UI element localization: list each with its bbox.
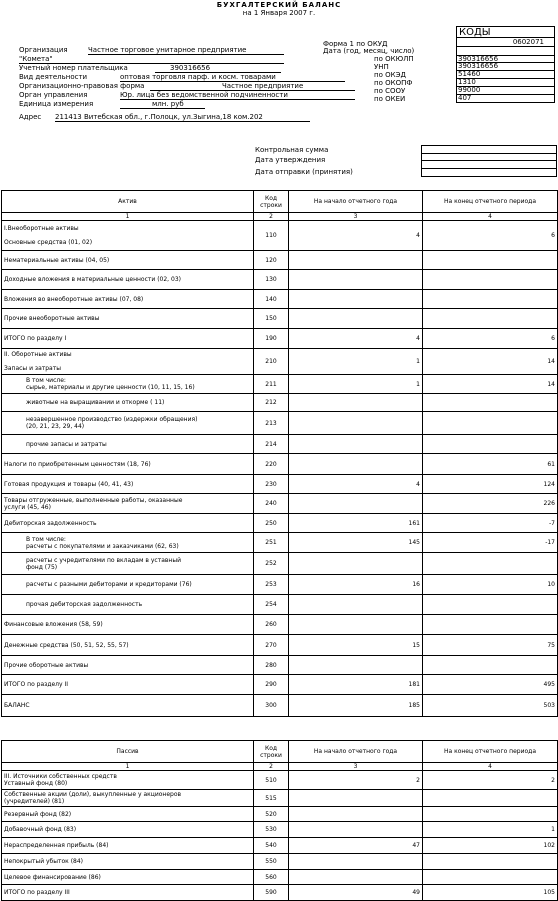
row-label-line: Целевое финансирование (86): [4, 873, 101, 881]
row-label: [2, 885, 254, 901]
row-code: 270: [254, 635, 289, 656]
codes-list: [374, 55, 555, 103]
table-row: [2, 394, 558, 412]
row-end-value: 75: [423, 635, 558, 656]
row-start-value: 2: [289, 771, 423, 790]
page-subtitle: на 1 Января 2007 г.: [242, 9, 316, 17]
row-label-line: Нематериальные активы (04, 05): [4, 256, 110, 264]
row-end-value: 124: [423, 475, 558, 494]
column-header: Пассив: [2, 741, 254, 763]
row-end-value: 2: [423, 771, 558, 790]
row-label: [2, 822, 254, 838]
table-row: [2, 575, 558, 595]
row-label: [2, 349, 254, 375]
row-label: [2, 375, 254, 394]
row-end-value: [423, 435, 558, 454]
row-start-value: [289, 854, 423, 870]
checksum-label: Контрольная сумма: [255, 146, 329, 154]
row-end-value: [423, 807, 558, 822]
table-row: [2, 435, 558, 454]
row-code: 530: [254, 822, 289, 838]
table-row: [2, 870, 558, 885]
column-header: На начало отчетного года: [289, 741, 423, 763]
row-end-value: 61: [423, 454, 558, 475]
row-label-line: Непокрытый убыток (84): [4, 858, 84, 865]
gov-value: Юр. лица без ведомственной подчиненности: [120, 91, 355, 100]
row-end-value: 105: [423, 885, 558, 901]
column-header: Код строки: [254, 741, 289, 763]
row-end-value: [423, 309, 558, 329]
row-label: [2, 854, 254, 870]
row-code: 190: [254, 329, 289, 349]
row-label: [2, 309, 254, 329]
row-end-value: [423, 595, 558, 615]
table-row: [2, 615, 558, 635]
row-label-line: Запасы и затраты: [4, 365, 61, 372]
org-value-2: "Комета": [19, 55, 284, 64]
row-end-value: [423, 656, 558, 675]
activity-label: Вид деятельности: [19, 73, 88, 81]
row-code: 240: [254, 494, 289, 514]
row-label: [2, 771, 254, 790]
table-row: [2, 454, 558, 475]
unit-value: млн. руб: [120, 100, 205, 109]
table-row: [2, 695, 558, 717]
table-row: [2, 251, 558, 270]
row-start-value: 4: [289, 221, 423, 251]
code-row-label: по ОКЮЛП: [374, 55, 414, 63]
row-start-value: 145: [289, 533, 423, 553]
row-label-line: сырье, материалы и другие ценности (10, 11, 15, 16): [26, 384, 195, 391]
row-start-value: 47: [289, 838, 423, 854]
row-label-line: Дебиторская задолженность: [4, 519, 97, 527]
row-end-value: [423, 394, 558, 412]
row-label: [2, 475, 254, 494]
row-end-value: [423, 251, 558, 270]
row-label: [2, 790, 254, 807]
column-header: Актив: [2, 191, 254, 213]
address-value: 211413 Витебская обл., г.Полоцк, ул.Зыгина,18 ком.202: [55, 113, 310, 122]
row-code: 250: [254, 514, 289, 533]
row-label: [2, 270, 254, 290]
row-start-value: 1: [289, 349, 423, 375]
row-end-value: [423, 553, 558, 575]
org-label: Организация: [19, 46, 68, 54]
row-start-value: [289, 309, 423, 329]
row-label-line: (учредителей) (81): [4, 798, 65, 805]
row-code: 212: [254, 394, 289, 412]
row-code: 230: [254, 475, 289, 494]
column-header: На конец отчетного периода: [423, 191, 558, 213]
table-row: [2, 533, 558, 553]
row-label: [2, 251, 254, 270]
address-label: Адрес: [19, 113, 42, 121]
row-label: [2, 807, 254, 822]
row-code: 213: [254, 412, 289, 435]
row-code: 520: [254, 807, 289, 822]
row-start-value: 181: [289, 675, 423, 695]
row-code: 260: [254, 615, 289, 635]
row-code: 130: [254, 270, 289, 290]
assets-table: [1, 190, 558, 717]
row-label: [2, 412, 254, 435]
column-number: 2: [254, 213, 289, 221]
row-label: [2, 553, 254, 575]
unp-label: Учетный номер плательщика: [19, 64, 128, 72]
table-row: [2, 635, 558, 656]
column-header: Код строки: [254, 191, 289, 213]
row-code: 300: [254, 695, 289, 717]
row-label: [2, 221, 254, 251]
row-code: 540: [254, 838, 289, 854]
row-start-value: [289, 270, 423, 290]
row-start-value: [289, 656, 423, 675]
row-start-value: [289, 807, 423, 822]
row-label-line: ИТОГО по разделу III: [4, 889, 70, 896]
row-end-value: 6: [423, 329, 558, 349]
table-row: [2, 412, 558, 435]
row-start-value: 15: [289, 635, 423, 656]
row-start-value: [289, 251, 423, 270]
row-label-line: услуги (45, 46): [4, 503, 51, 511]
row-start-value: [289, 454, 423, 475]
row-start-value: [289, 494, 423, 514]
row-label-line: расчеты с покупателями и заказчиками (62, 63): [26, 542, 179, 550]
table-row: [2, 771, 558, 790]
assets-number-row: [2, 213, 558, 221]
row-end-value: 503: [423, 695, 558, 717]
row-label-line: Собственные акции (доли), выкупленные у акционеров: [4, 791, 182, 798]
form-label: Форма 1 по ОКУД: [323, 40, 388, 48]
row-label-line: Прочие оборотные активы: [4, 661, 89, 669]
column-number: 3: [289, 213, 423, 221]
row-end-value: 14: [423, 375, 558, 394]
row-label-line: БАЛАНС: [4, 702, 30, 709]
row-label: [2, 656, 254, 675]
code-row-label: по ОКОПФ: [374, 79, 413, 87]
row-label-line: расчеты с разными дебиторами и кредиторами (76): [26, 581, 192, 588]
row-code: 251: [254, 533, 289, 553]
assets-header-row: [2, 191, 558, 213]
column-number: 3: [289, 763, 423, 771]
row-code: 254: [254, 595, 289, 615]
row-label: [2, 838, 254, 854]
code-row-label: по ОКЕИ: [374, 95, 406, 103]
table-row: [2, 349, 558, 375]
row-end-value: 10: [423, 575, 558, 595]
table-row: [2, 885, 558, 901]
row-label-line: ИТОГО по разделу II: [4, 681, 69, 688]
row-end-value: [423, 412, 558, 435]
row-label: [2, 394, 254, 412]
row-label-line: незавершенное производство (издержки обращения): [26, 416, 198, 423]
row-end-value: [423, 870, 558, 885]
row-code: 120: [254, 251, 289, 270]
row-label-line: животные на выращивании и откорме ( 11): [26, 399, 165, 406]
unp-value: 390316656: [155, 64, 281, 73]
code-row-value: 407: [456, 95, 555, 103]
row-label-line: Прочие внеоборотные активы: [4, 315, 100, 322]
row-label-line: В том числе:: [26, 535, 66, 543]
row-start-value: [289, 790, 423, 807]
row-end-value: 495: [423, 675, 558, 695]
org-value: Частное торговое унитарное предприятие: [88, 46, 284, 55]
table-row: [2, 375, 558, 394]
table-row: [2, 514, 558, 533]
row-label: [2, 695, 254, 717]
row-start-value: [289, 615, 423, 635]
row-label: [2, 514, 254, 533]
row-label-line: прочие запасы и затраты: [26, 440, 107, 448]
liabilities-number-row: [2, 763, 558, 771]
date-label: Дата (год, месяц, число): [323, 47, 415, 55]
row-label-line: Нераспределенная прибыль (84): [4, 842, 109, 849]
table-row: [2, 790, 558, 807]
row-label: [2, 675, 254, 695]
table-row: [2, 270, 558, 290]
row-code: 210: [254, 349, 289, 375]
row-start-value: [289, 290, 423, 309]
row-start-value: 4: [289, 329, 423, 349]
row-end-value: [423, 615, 558, 635]
legal-form-value: Частное предприятие: [150, 82, 355, 91]
row-label: [2, 290, 254, 309]
table-row: [2, 807, 558, 822]
table-row: [2, 854, 558, 870]
row-start-value: 49: [289, 885, 423, 901]
table-row: [2, 309, 558, 329]
row-label: [2, 329, 254, 349]
row-code: 220: [254, 454, 289, 475]
row-label-line: III. Источники собственных средств: [4, 773, 117, 780]
row-label-line: Готовая продукция и товары (40, 41, 43): [4, 480, 134, 488]
row-label-line: II. Оборотные активы: [4, 351, 72, 358]
codes-title: КОДЫ: [456, 26, 555, 38]
row-code: 515: [254, 790, 289, 807]
table-row: [2, 329, 558, 349]
table-row: [2, 838, 558, 854]
row-code: 280: [254, 656, 289, 675]
liabilities-header-row: [2, 741, 558, 763]
row-code: 550: [254, 854, 289, 870]
row-end-value: 6: [423, 221, 558, 251]
row-end-value: 102: [423, 838, 558, 854]
table-row: [2, 595, 558, 615]
code-row-value: 51460: [456, 71, 555, 79]
row-label-line: Уставный фонд (80): [4, 780, 68, 787]
table-row: [2, 656, 558, 675]
table-row: [2, 675, 558, 695]
unit-label: Единица измерения: [19, 100, 94, 108]
okud-value: 0602071: [456, 38, 555, 47]
row-label: [2, 870, 254, 885]
row-end-value: [423, 854, 558, 870]
row-label-line: Доходные вложения в материальные ценности (02, 03): [4, 276, 181, 283]
code-row-value: 1310: [456, 79, 555, 87]
row-start-value: [289, 553, 423, 575]
liabilities-table: [1, 740, 558, 901]
row-label-line: расчеты с учредителями по вкладам в уставный: [26, 556, 181, 564]
row-code: 211: [254, 375, 289, 394]
row-code: 110: [254, 221, 289, 251]
row-label-line: прочая дебиторская задолженность: [26, 601, 143, 608]
column-number: 1: [2, 763, 254, 771]
activity-value: оптовая торговля парф. и косм. товарами: [120, 73, 345, 82]
row-start-value: 16: [289, 575, 423, 595]
column-header: На начало отчетного года: [289, 191, 423, 213]
row-label: [2, 494, 254, 514]
code-row-value: 390316656: [456, 63, 555, 71]
row-end-value: [423, 290, 558, 309]
row-end-value: 1: [423, 822, 558, 838]
row-label-line: (20, 21, 23, 29, 44): [26, 423, 85, 430]
row-label: [2, 615, 254, 635]
row-start-value: [289, 822, 423, 838]
row-start-value: [289, 435, 423, 454]
row-label-line: Налоги по приобретенным ценностям (18, 76): [4, 460, 151, 468]
table-row: [2, 553, 558, 575]
row-code: 252: [254, 553, 289, 575]
legal-form-label: Организационно-правовая форма: [19, 82, 145, 90]
code-row-value: 99000: [456, 87, 555, 95]
column-number: 2: [254, 763, 289, 771]
row-code: 214: [254, 435, 289, 454]
row-label-line: Вложения во внеоборотные активы (07, 08): [4, 295, 144, 303]
row-start-value: 4: [289, 475, 423, 494]
control-boxes: [421, 145, 557, 177]
row-label-line: Товары отгруженные, выполненные работы, оказанные: [4, 496, 183, 504]
row-label: [2, 595, 254, 615]
table-row: [2, 475, 558, 494]
row-label: [2, 454, 254, 475]
table-row: [2, 494, 558, 514]
row-label-line: Денежные средства (50, 51, 52, 55, 57): [4, 641, 129, 649]
row-start-value: [289, 870, 423, 885]
row-start-value: 185: [289, 695, 423, 717]
row-label: [2, 635, 254, 656]
code-row: [374, 95, 555, 103]
row-end-value: 14: [423, 349, 558, 375]
row-code: 560: [254, 870, 289, 885]
sent-label: Дата отправки (принятия): [255, 168, 353, 176]
row-start-value: 161: [289, 514, 423, 533]
column-header: На конец отчетного периода: [423, 741, 558, 763]
page-title: БУХГАЛТЕРСКИЙ БАЛАНС: [216, 1, 342, 9]
column-number: 1: [2, 213, 254, 221]
row-label-line: I.Внеоборотные активы: [4, 225, 79, 232]
row-end-value: -7: [423, 514, 558, 533]
table-row: [2, 822, 558, 838]
row-end-value: [423, 270, 558, 290]
row-label-line: Резервный фонд (82): [4, 810, 72, 818]
code-row-label: по СООУ: [374, 87, 406, 95]
row-end-value: [423, 790, 558, 807]
row-label: [2, 575, 254, 595]
row-label-line: В том числе:: [26, 377, 66, 384]
row-label-line: Добавочный фонд (83): [4, 826, 77, 833]
row-code: 290: [254, 675, 289, 695]
approval-label: Дата утверждения: [255, 156, 326, 164]
table-row: [2, 221, 558, 251]
code-row-label: УНП: [374, 63, 389, 71]
row-code: 140: [254, 290, 289, 309]
row-end-value: -17: [423, 533, 558, 553]
code-row-label: по ОКЭД: [374, 71, 406, 79]
row-label-line: ИТОГО по разделу I: [4, 335, 67, 342]
row-label-line: Финансовые вложения (58, 59): [4, 621, 103, 628]
row-code: 150: [254, 309, 289, 329]
row-start-value: 1: [289, 375, 423, 394]
code-row-value: 390316656: [456, 55, 555, 63]
row-label: [2, 435, 254, 454]
row-label-line: фонд (75): [26, 563, 58, 571]
row-code: 510: [254, 771, 289, 790]
row-start-value: [289, 394, 423, 412]
row-start-value: [289, 412, 423, 435]
column-number: 4: [423, 213, 558, 221]
row-code: 590: [254, 885, 289, 901]
row-code: 253: [254, 575, 289, 595]
row-label: [2, 533, 254, 553]
column-number: 4: [423, 763, 558, 771]
row-end-value: 226: [423, 494, 558, 514]
row-label-line: Основные средства (01, 02): [4, 239, 93, 246]
row-start-value: [289, 595, 423, 615]
gov-label: Орган управления: [19, 91, 88, 99]
table-row: [2, 290, 558, 309]
